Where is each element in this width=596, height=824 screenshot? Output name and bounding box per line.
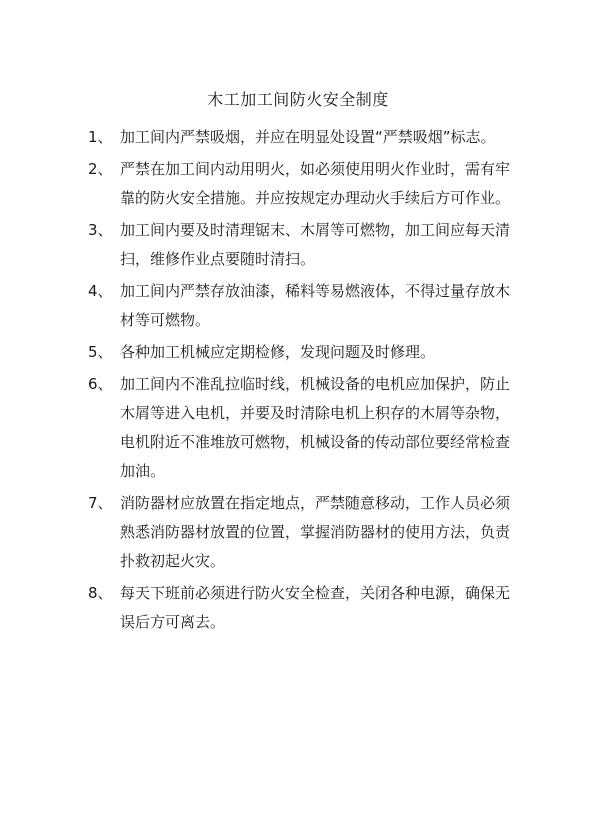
item-text: 每天下班前必须进行防火安全检查，关闭各种电源，确保无误后方可离去。 xyxy=(120,584,511,631)
document-title: 木工加工间防火安全制度 xyxy=(207,90,389,109)
item-number: 8、 xyxy=(88,584,113,602)
item-number: 4、 xyxy=(88,282,113,300)
item-number: 7、 xyxy=(88,494,113,512)
item-number: 2、 xyxy=(88,160,113,178)
item-text: 加工间内严禁吸烟，并应在明显处设置“严禁吸烟”标志。 xyxy=(120,128,496,146)
item-number: 6、 xyxy=(88,375,113,393)
list-item xyxy=(88,370,510,486)
list-item xyxy=(88,579,510,637)
item-text: 各种加工机械应定期检修，发现问题及时修理。 xyxy=(120,343,436,361)
list-item xyxy=(88,155,510,213)
item-number: 3、 xyxy=(88,221,113,239)
list-item xyxy=(88,489,510,576)
item-text: 严禁在加工间内动用明火，如必须使用明火作业时，需有牢靠的防火安全措施。并应按规定办理动火手续后方可作业。 xyxy=(120,160,511,207)
list-item xyxy=(88,216,510,274)
list-item xyxy=(88,123,510,152)
item-text: 加工间内要及时清理锯末、木屑等可燃物，加工间应每天清扫，维修作业点要随时清扫。 xyxy=(120,221,511,268)
list-item xyxy=(88,277,510,335)
list-item xyxy=(88,338,510,367)
item-number: 1、 xyxy=(88,128,113,146)
item-text: 加工间内不准乱拉临时线，机械设备的电机应加保护，防止木屑等进入电机，并要及时清除电机上积存的木屑等杂物，电机附近不准堆放可燃物，机械设备的传动部位要经常检查加油。 xyxy=(120,375,511,480)
rule-list xyxy=(88,123,510,640)
item-text: 加工间内严禁存放油漆，稀料等易燃液体，不得过量存放木材等可燃物。 xyxy=(120,282,511,329)
item-number: 5、 xyxy=(88,343,113,361)
item-text: 消防器材应放置在指定地点，严禁随意移动，工作人员必须熟悉消防器材放置的位置，掌握消防器材的使用方法，负责扑救初起火灾。 xyxy=(120,494,511,570)
